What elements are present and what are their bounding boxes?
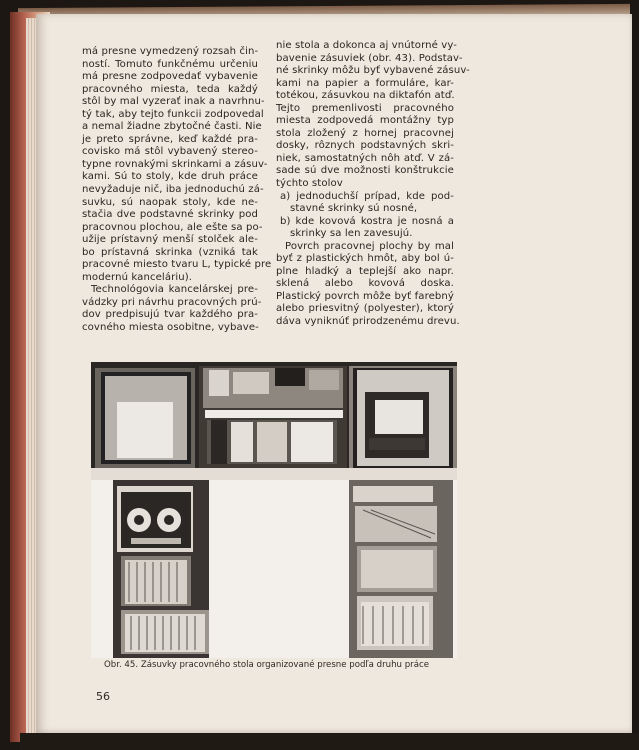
page-shadow	[20, 733, 639, 750]
text-line: nevyžaduje nič, iba jednoduchú zá-	[82, 184, 264, 196]
list-item: a) jednoduchší prípad, kde pod-	[280, 190, 454, 202]
text-line: stôl by mal vyzerať inak a navrhnu-	[82, 96, 265, 108]
text-line: Plastický povrch môže byť farebný	[276, 290, 454, 302]
text-line: totékou, zásuvkou na diktafón atď.	[276, 90, 455, 102]
text-line: pracovnou plochou, ale ešte sa po-	[82, 221, 263, 233]
text-line: ností. Tomuto funkčnému určeniu	[82, 58, 258, 70]
text-line: sade sú dve možnosti konštrukcie	[276, 165, 454, 177]
text-line: né skrinky môžu byť vybavené zásuv-	[276, 65, 470, 77]
text-line: alebo priesvitný (polyester), ktorý	[276, 303, 454, 315]
page-number: 56	[96, 690, 110, 703]
text-line: typne rovnakými skrinkami a zásuv-	[82, 158, 268, 170]
text-line: bo prístavná skrinka (vzniká tak	[82, 246, 258, 258]
text-line: je preto správne, keď každé pra-	[82, 133, 258, 145]
text-line: sklená alebo kovová doska.	[276, 278, 454, 290]
text-line: covného miesta osobitne, vybave-	[82, 322, 259, 334]
text-line: nie stola a dokonca aj vnútorné vy-	[276, 40, 457, 51]
text-line: niek, samostatných nôh atď. V zá-	[276, 152, 454, 164]
figure-caption: Obr. 45. Zásuvky pracovného stola organizované presne podľa druhu práce	[104, 660, 429, 670]
text-line: covisko má stôl vybavený stereo-	[82, 146, 258, 158]
text-line: suvku, sú naopak stoly, kde ne-	[82, 196, 258, 208]
text-line: miesta zodpovedá montážny typ	[276, 115, 454, 127]
text-line: bavenie zásuviek (obr. 43). Podstav-	[276, 52, 463, 64]
list-item-continuation: stavné skrinky sú nosné,	[290, 203, 418, 215]
card-file-lines	[91, 362, 457, 658]
text-line: pracovné miesto tvaru L, typické pre	[82, 259, 272, 271]
text-line: plne hladký a teplejší ako napr.	[276, 265, 454, 277]
text-line: má presne vymedzený rozsah čin-	[82, 46, 259, 57]
text-line: má presne zodpovedať vybavenie	[82, 71, 258, 83]
left-text-column	[82, 46, 272, 335]
text-line: Technológovia kancelárskej pre-	[91, 284, 258, 296]
text-line: tý tak, aby tejto funkcii zodpovedal	[82, 108, 264, 120]
list-item: b) kde kovová kostra je nosná a	[280, 215, 454, 227]
text-line: stačia dve podstavné skrinky pod	[82, 209, 258, 221]
text-line: Povrch pracovnej plochy by mal	[285, 240, 454, 252]
text-line: modernú kanceláriu).	[82, 271, 193, 283]
text-line: dáva vyniknúť prirodzenému drevu.	[276, 316, 460, 328]
text-line: dov predpisujú tvar každého pra-	[82, 309, 258, 321]
text-line: týchto stolov	[276, 178, 343, 190]
text-line: Tejto premenlivosti pracovného	[276, 102, 454, 114]
text-line: stola zložený z hornej pracovnej	[276, 127, 454, 139]
text-line: byť z plastických hmôt, aby bol ú-	[276, 253, 454, 265]
text-line: dosky, rôznych podstavných skri-	[276, 140, 454, 152]
text-line: vádzky pri návrhu pracovných prú-	[82, 296, 262, 308]
list-item-continuation: skrinky sa len zavesujú.	[290, 228, 413, 240]
text-line: kami na papier a formuláre, kar-	[276, 77, 454, 89]
desk-drawers-photo	[91, 362, 457, 658]
text-line: pracovného miesta, teda každý	[82, 83, 258, 95]
text-line: užije prístavný menší stolček ale-	[82, 234, 258, 246]
text-line: kami. Sú to stoly, kde druh práce	[82, 171, 258, 183]
text-line: a nemal žiadne zbytočné časti. Nie	[82, 121, 262, 133]
right-text-column	[276, 40, 470, 329]
